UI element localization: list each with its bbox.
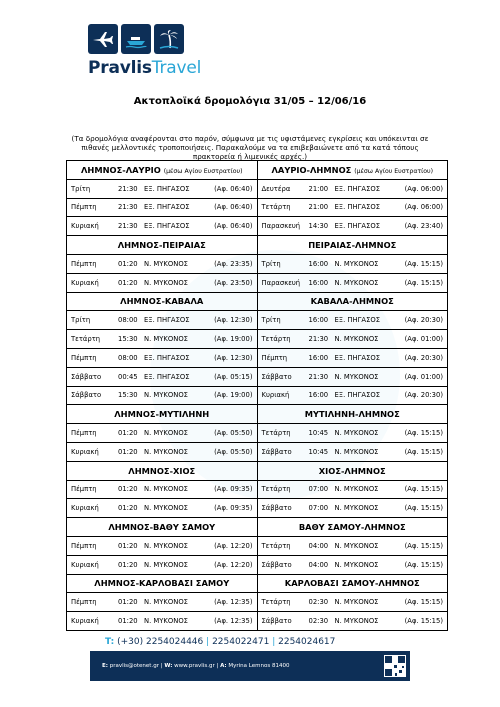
route-title: ΒΑΘΥ ΣΑΜΟΥ-ΛΗΜΝΟΣ bbox=[298, 522, 406, 533]
table-row bbox=[67, 217, 448, 236]
table-row bbox=[67, 179, 448, 198]
vessel-name: Ν. ΜΥΚΟΝΟΣ bbox=[334, 259, 379, 268]
ship-icon bbox=[121, 24, 151, 54]
departure-time: 01:20 bbox=[118, 504, 138, 513]
departure-day: Σάββατο bbox=[261, 447, 292, 456]
departure-time: 08:00 bbox=[118, 316, 138, 325]
table-row bbox=[67, 612, 448, 631]
schedule-entry bbox=[67, 203, 257, 211]
departure-day: Τρίτη bbox=[261, 259, 281, 268]
table-row bbox=[67, 480, 448, 499]
table-row bbox=[67, 198, 448, 217]
vessel-name: ΕΞ. ΠΗΓΑΣΟΣ bbox=[144, 203, 190, 212]
schedule-entry bbox=[67, 504, 257, 512]
route-header bbox=[67, 405, 258, 424]
vessel-name: Ν. ΜΥΚΟΝΟΣ bbox=[144, 335, 188, 344]
page-title: Ακτοπλοϊκά δρομολόγια 31/05 – 12/06/16 bbox=[133, 96, 367, 107]
schedule-entry bbox=[258, 260, 448, 268]
route-header bbox=[257, 574, 448, 593]
departure-day: Τετάρτη bbox=[261, 203, 291, 212]
departure-time: 10:45 bbox=[308, 447, 329, 456]
arrival-time: (Αφ. 12:30) bbox=[214, 353, 253, 362]
departure-day: Σάββατο bbox=[261, 617, 292, 626]
schedule-entry bbox=[67, 391, 257, 399]
brand-name bbox=[88, 58, 202, 78]
arrival-time: (Αφ. 15:15) bbox=[404, 447, 443, 456]
departure-day: Σάββατο bbox=[261, 504, 292, 513]
departure-day: Κυριακή bbox=[71, 617, 99, 626]
vessel-name: Ν. ΜΥΚΟΝΟΣ bbox=[144, 259, 188, 268]
separator: | bbox=[216, 663, 219, 669]
schedule-entry bbox=[258, 448, 448, 456]
departure-time: 16:00 bbox=[308, 353, 329, 362]
schedule-entry bbox=[67, 598, 257, 606]
departure-time: 04:00 bbox=[308, 541, 329, 550]
vessel-name: ΕΞ. ΠΗΓΑΣΟΣ bbox=[334, 222, 381, 231]
vessel-name: Ν. ΜΥΚΟΝΟΣ bbox=[144, 541, 188, 550]
departure-time: 15:30 bbox=[118, 335, 138, 344]
vessel-name: Ν. ΜΥΚΟΝΟΣ bbox=[144, 485, 188, 494]
route-header-row bbox=[67, 405, 448, 424]
departure-time: 16:00 bbox=[308, 316, 329, 325]
route-header bbox=[67, 236, 258, 255]
departure-day: Κυριακή bbox=[71, 278, 99, 287]
departure-time: 01:20 bbox=[118, 598, 138, 607]
departure-time: 01:20 bbox=[118, 259, 138, 268]
departure-time: 16:00 bbox=[308, 278, 329, 287]
schedule-entry bbox=[67, 561, 257, 569]
schedule-entry bbox=[258, 354, 448, 362]
departure-day: Σάββατο bbox=[71, 391, 102, 400]
departure-time: 04:00 bbox=[308, 560, 329, 569]
contact-line bbox=[90, 663, 384, 669]
table-row bbox=[67, 593, 448, 612]
departure-time: 21:30 bbox=[118, 203, 138, 212]
arrival-time: (Αφ. 15:15) bbox=[404, 259, 443, 268]
arrival-time: (Αφ. 15:15) bbox=[404, 560, 443, 569]
departure-day: Τετάρτη bbox=[261, 335, 291, 344]
departure-time: 16:00 bbox=[308, 391, 329, 400]
schedule-entry bbox=[67, 448, 257, 456]
email-link[interactable]: pravlis@otenet.gr bbox=[109, 663, 159, 669]
table-row bbox=[67, 536, 448, 555]
phone-1[interactable]: (+30) 2254024446 bbox=[117, 637, 204, 647]
vessel-name: Ν. ΜΥΚΟΝΟΣ bbox=[334, 504, 379, 513]
arrival-time: (Αφ. 23:50) bbox=[214, 278, 253, 287]
vessel-name: ΕΞ. ΠΗΓΑΣΟΣ bbox=[334, 391, 381, 400]
departure-time: 21:30 bbox=[308, 335, 329, 344]
departure-day: Πέμπτη bbox=[71, 598, 97, 607]
phone-2[interactable]: 2254022471 bbox=[212, 637, 270, 647]
departure-day: Κυριακή bbox=[71, 447, 99, 456]
departure-day: Πέμπτη bbox=[71, 203, 97, 212]
departure-time: 21:30 bbox=[118, 184, 138, 193]
separator: | bbox=[272, 637, 276, 647]
arrival-time: (Αφ. 12:20) bbox=[214, 541, 253, 550]
vessel-name: Ν. ΜΥΚΟΝΟΣ bbox=[334, 335, 379, 344]
route-title: ΜΥΤΙΛΗΝΗ-ΛΗΜΝΟΣ bbox=[304, 409, 400, 420]
airplane-icon bbox=[88, 24, 118, 54]
schedule-entry bbox=[67, 222, 257, 230]
arrival-time: (Αφ. 09:35) bbox=[214, 485, 253, 494]
arrival-time: (Αφ. 15:15) bbox=[404, 541, 443, 550]
arrival-time: (Αφ. 20:30) bbox=[404, 391, 443, 400]
arrival-time: (Αφ. 06:00) bbox=[404, 203, 443, 212]
departure-day: Τετάρτη bbox=[71, 335, 101, 344]
arrival-time: (Αφ. 15:15) bbox=[404, 617, 443, 626]
schedule-entry bbox=[258, 504, 448, 512]
arrival-time: (Αφ. 05:50) bbox=[214, 447, 253, 456]
arrival-time: (Αφ. 06:40) bbox=[214, 222, 253, 231]
schedule-entry bbox=[67, 429, 257, 437]
arrival-time: (Αφ. 06:40) bbox=[214, 203, 253, 212]
departure-day: Πέμπτη bbox=[71, 485, 97, 494]
departure-day: Κυριακή bbox=[71, 560, 99, 569]
schedule-entry bbox=[67, 335, 257, 343]
route-header bbox=[67, 518, 258, 537]
vessel-name: Ν. ΜΥΚΟΝΟΣ bbox=[334, 541, 379, 550]
route-header bbox=[257, 161, 448, 180]
route-header bbox=[257, 292, 448, 311]
route-title: ΛΗΜΝΟΣ-ΜΥΤΙΛΗΝΗ bbox=[114, 409, 210, 420]
address-text: Myrina Lemnos 81400 bbox=[228, 663, 290, 669]
disclaimer-note: (Τα δρομολόγια αναφέρονται στο παρόν, σύμφωνα με τις υφιστάμενες εγκρίσεις και υπόκεινται σε πιθανές μελλοντικές τροποποιήσεις. Παρακαλούμε να τα επιβεβαιώνετε από τα κατά τόπους πρακτορεία ή λιμενικές αρχές.) bbox=[71, 134, 429, 161]
route-subtitle: (μέσω Αγίου Ευστρατίου) bbox=[354, 167, 434, 175]
phone-numbers bbox=[105, 637, 335, 647]
departure-time: 15:30 bbox=[118, 391, 138, 400]
schedule-entry bbox=[258, 335, 448, 343]
email-label: E: bbox=[102, 663, 108, 669]
arrival-time: (Αφ. 01:00) bbox=[404, 372, 443, 381]
vessel-name: Ν. ΜΥΚΟΝΟΣ bbox=[334, 278, 379, 287]
arrival-time: (Αφ. 09:35) bbox=[214, 504, 253, 513]
departure-time: 16:00 bbox=[308, 259, 329, 268]
arrival-time: (Αφ. 06:40) bbox=[214, 184, 253, 193]
departure-day: Πέμπτη bbox=[71, 259, 97, 268]
route-title: ΛΗΜΝΟΣ-ΒΑΘΥ ΣΑΜΟΥ bbox=[108, 522, 216, 533]
schedule-entry bbox=[258, 617, 448, 625]
departure-time: 01:20 bbox=[118, 541, 138, 550]
arrival-time: (Αφ. 15:15) bbox=[404, 278, 443, 287]
schedule-entry bbox=[67, 316, 257, 324]
route-header-row bbox=[67, 236, 448, 255]
web-label: W: bbox=[164, 663, 173, 669]
departure-day: Σάββατο bbox=[71, 372, 102, 381]
route-header bbox=[257, 518, 448, 537]
table-row bbox=[67, 348, 448, 367]
arrival-time: (Αφ. 05:50) bbox=[214, 429, 253, 438]
departure-day: Παρασκευή bbox=[261, 222, 301, 231]
schedule-entry bbox=[67, 354, 257, 362]
arrival-time: (Αφ. 20:30) bbox=[404, 316, 443, 325]
departure-day: Πέμπτη bbox=[71, 353, 97, 362]
departure-day: Τετάρτη bbox=[261, 598, 291, 607]
vessel-name: ΕΞ. ΠΗΓΑΣΟΣ bbox=[144, 184, 190, 193]
website-link[interactable]: www.pravlis.gr bbox=[174, 663, 215, 669]
vessel-name: Ν. ΜΥΚΟΝΟΣ bbox=[334, 560, 379, 569]
logo-icons bbox=[88, 24, 198, 54]
departure-time: 01:20 bbox=[118, 560, 138, 569]
vessel-name: Ν. ΜΥΚΟΝΟΣ bbox=[144, 278, 188, 287]
schedule-entry bbox=[258, 598, 448, 606]
schedule-entry bbox=[258, 561, 448, 569]
route-title: ΛΗΜΝΟΣ-ΚΑΡΛΟΒΑΣΙ ΣΑΜΟΥ bbox=[94, 578, 230, 589]
route-title: ΚΑΡΛΟΒΑΣΙ ΣΑΜΟΥ-ΛΗΜΝΟΣ bbox=[284, 578, 420, 589]
departure-day: Δευτέρα bbox=[261, 184, 291, 193]
schedule-entry bbox=[258, 222, 448, 230]
vessel-name: ΕΞ. ΠΗΓΑΣΟΣ bbox=[144, 222, 190, 231]
departure-day: Πέμπτη bbox=[71, 429, 97, 438]
vessel-name: ΕΞ. ΠΗΓΑΣΟΣ bbox=[144, 353, 190, 362]
departure-time: 07:00 bbox=[308, 485, 329, 494]
departure-day: Πέμπτη bbox=[261, 353, 288, 362]
route-header-row bbox=[67, 518, 448, 537]
arrival-time: (Αφ. 12:35) bbox=[214, 617, 253, 626]
vessel-name: Ν. ΜΥΚΟΝΟΣ bbox=[144, 504, 188, 513]
arrival-time: (Αφ. 19:00) bbox=[214, 391, 253, 400]
arrival-time: (Αφ. 23:35) bbox=[214, 259, 253, 268]
phone-3[interactable]: 2254024617 bbox=[278, 637, 336, 647]
schedule-entry bbox=[67, 485, 257, 493]
vessel-name: Ν. ΜΥΚΟΝΟΣ bbox=[334, 485, 379, 494]
schedule-entry bbox=[67, 617, 257, 625]
departure-time: 10:45 bbox=[308, 429, 329, 438]
route-title: ΛΗΜΝΟΣ-ΠΕΙΡΑΙΑΣ bbox=[117, 240, 206, 251]
route-title: ΛΑΥΡΙΟ-ΛΗΜΝΟΣ bbox=[271, 164, 352, 175]
vessel-name: ΕΞ. ΠΗΓΑΣΟΣ bbox=[144, 372, 190, 381]
qr-code-icon bbox=[384, 655, 406, 677]
route-header-row bbox=[67, 161, 448, 180]
arrival-time: (Αφ. 12:20) bbox=[214, 560, 253, 569]
departure-time: 08:00 bbox=[118, 353, 138, 362]
route-title: ΧΙΟΣ-ΛΗΜΝΟΣ bbox=[318, 465, 386, 476]
pravlis-travel-logo bbox=[88, 24, 202, 80]
vessel-name: ΕΞ. ΠΗΓΑΣΟΣ bbox=[144, 316, 190, 325]
route-title: ΛΗΜΝΟΣ-ΚΑΒΑΛΑ bbox=[120, 296, 204, 307]
arrival-time: (Αφ. 15:15) bbox=[404, 485, 443, 494]
schedule-entry bbox=[258, 542, 448, 550]
vessel-name: ΕΞ. ΠΗΓΑΣΟΣ bbox=[334, 184, 381, 193]
departure-day: Τρίτη bbox=[71, 316, 91, 325]
schedule-entry bbox=[258, 185, 448, 193]
schedule-entry bbox=[258, 316, 448, 324]
schedule-entry bbox=[67, 260, 257, 268]
departure-time: 21:30 bbox=[308, 372, 329, 381]
vessel-name: ΕΞ. ΠΗΓΑΣΟΣ bbox=[334, 316, 381, 325]
table-row bbox=[67, 555, 448, 574]
vessel-name: Ν. ΜΥΚΟΝΟΣ bbox=[144, 560, 188, 569]
departure-day: Τετάρτη bbox=[261, 485, 291, 494]
vessel-name: Ν. ΜΥΚΟΝΟΣ bbox=[334, 617, 379, 626]
route-header-row bbox=[67, 292, 448, 311]
departure-time: 14:30 bbox=[308, 222, 329, 231]
departure-day: Κυριακή bbox=[71, 222, 99, 231]
vessel-name: Ν. ΜΥΚΟΝΟΣ bbox=[144, 598, 188, 607]
vessel-name: Ν. ΜΥΚΟΝΟΣ bbox=[144, 391, 188, 400]
route-header bbox=[257, 236, 448, 255]
route-header bbox=[257, 405, 448, 424]
route-title: ΚΑΒΑΛΑ-ΛΗΜΝΟΣ bbox=[310, 296, 394, 307]
palm-tree-icon bbox=[154, 24, 184, 54]
route-header-row bbox=[67, 461, 448, 480]
schedule-entry bbox=[67, 279, 257, 287]
vessel-name: Ν. ΜΥΚΟΝΟΣ bbox=[144, 447, 188, 456]
brand-bold: Pravlis bbox=[88, 58, 152, 78]
arrival-time: (Αφ. 06:00) bbox=[404, 184, 443, 193]
departure-day: Κυριακή bbox=[261, 391, 290, 400]
departure-time: 01:20 bbox=[118, 429, 138, 438]
table-row bbox=[67, 424, 448, 443]
schedule-entry bbox=[67, 185, 257, 193]
departure-time: 21:00 bbox=[308, 184, 329, 193]
vessel-name: Ν. ΜΥΚΟΝΟΣ bbox=[334, 372, 379, 381]
arrival-time: (Αφ. 20:30) bbox=[404, 353, 443, 362]
vessel-name: Ν. ΜΥΚΟΝΟΣ bbox=[144, 429, 188, 438]
arrival-time: (Αφ. 23:40) bbox=[404, 222, 443, 231]
table-row bbox=[67, 273, 448, 292]
table-row bbox=[67, 386, 448, 405]
route-subtitle: (μέσω Αγίου Ευστρατίου) bbox=[163, 167, 243, 175]
schedule-entry bbox=[258, 203, 448, 211]
route-header bbox=[67, 292, 258, 311]
contact-footer-bar bbox=[90, 651, 410, 681]
arrival-time: (Αφ. 12:35) bbox=[214, 598, 253, 607]
route-header bbox=[257, 461, 448, 480]
table-row bbox=[67, 330, 448, 349]
schedule-entry bbox=[67, 373, 257, 381]
departure-day: Παρασκευή bbox=[261, 278, 301, 287]
table-row bbox=[67, 311, 448, 330]
departure-time: 00:45 bbox=[118, 372, 138, 381]
departure-time: 02:30 bbox=[308, 598, 329, 607]
arrival-time: (Αφ. 19:00) bbox=[214, 335, 253, 344]
vessel-name: Ν. ΜΥΚΟΝΟΣ bbox=[334, 429, 379, 438]
departure-time: 07:00 bbox=[308, 504, 329, 513]
departure-time: 01:20 bbox=[118, 278, 138, 287]
schedule-entry bbox=[258, 429, 448, 437]
vessel-name: ΕΞ. ΠΗΓΑΣΟΣ bbox=[334, 203, 381, 212]
route-title: ΛΗΜΝΟΣ-ΧΙΟΣ bbox=[128, 465, 196, 476]
arrival-time: (Αφ. 01:00) bbox=[404, 335, 443, 344]
separator: | bbox=[206, 637, 210, 647]
ferry-schedule-table bbox=[66, 160, 448, 631]
departure-day: Πέμπτη bbox=[71, 541, 97, 550]
arrival-time: (Αφ. 12:30) bbox=[214, 316, 253, 325]
route-header bbox=[67, 574, 258, 593]
schedule-entry bbox=[258, 391, 448, 399]
route-title: ΛΗΜΝΟΣ-ΛΑΥΡΙΟ bbox=[80, 164, 161, 175]
separator: | bbox=[160, 663, 163, 669]
departure-day: Κυριακή bbox=[71, 504, 99, 513]
arrival-time: (Αφ. 15:15) bbox=[404, 504, 443, 513]
schedule-entry bbox=[258, 373, 448, 381]
table-row bbox=[67, 499, 448, 518]
table-row bbox=[67, 254, 448, 273]
departure-time: 01:20 bbox=[118, 447, 138, 456]
phone-label: T: bbox=[105, 637, 115, 647]
departure-day: Τρίτη bbox=[71, 184, 91, 193]
table-row bbox=[67, 442, 448, 461]
route-title: ΠΕΙΡΑΙΑΣ-ΛΗΜΝΟΣ bbox=[308, 240, 397, 251]
schedule-entry bbox=[258, 279, 448, 287]
arrival-time: (Αφ. 05:15) bbox=[214, 372, 253, 381]
departure-time: 21:30 bbox=[118, 222, 138, 231]
departure-time: 21:00 bbox=[308, 203, 329, 212]
vessel-name: Ν. ΜΥΚΟΝΟΣ bbox=[334, 447, 379, 456]
vessel-name: Ν. ΜΥΚΟΝΟΣ bbox=[334, 598, 379, 607]
departure-time: 01:20 bbox=[118, 485, 138, 494]
departure-day: Τετάρτη bbox=[261, 429, 291, 438]
table-row bbox=[67, 367, 448, 386]
address-label: A: bbox=[220, 663, 227, 669]
vessel-name: ΕΞ. ΠΗΓΑΣΟΣ bbox=[334, 353, 381, 362]
vessel-name: Ν. ΜΥΚΟΝΟΣ bbox=[144, 617, 188, 626]
departure-time: 02:30 bbox=[308, 617, 329, 626]
route-header bbox=[67, 161, 258, 180]
route-header bbox=[67, 461, 258, 480]
route-header-row bbox=[67, 574, 448, 593]
departure-day: Τρίτη bbox=[261, 316, 281, 325]
arrival-time: (Αφ. 15:15) bbox=[404, 598, 443, 607]
brand-light: Travel bbox=[151, 58, 202, 78]
schedule-entry bbox=[67, 542, 257, 550]
departure-day: Σάββατο bbox=[261, 372, 292, 381]
departure-day: Τετάρτη bbox=[261, 541, 291, 550]
departure-day: Σάββατο bbox=[261, 560, 292, 569]
departure-time: 01:20 bbox=[118, 617, 138, 626]
schedule-entry bbox=[258, 485, 448, 493]
arrival-time: (Αφ. 15:15) bbox=[404, 429, 443, 438]
